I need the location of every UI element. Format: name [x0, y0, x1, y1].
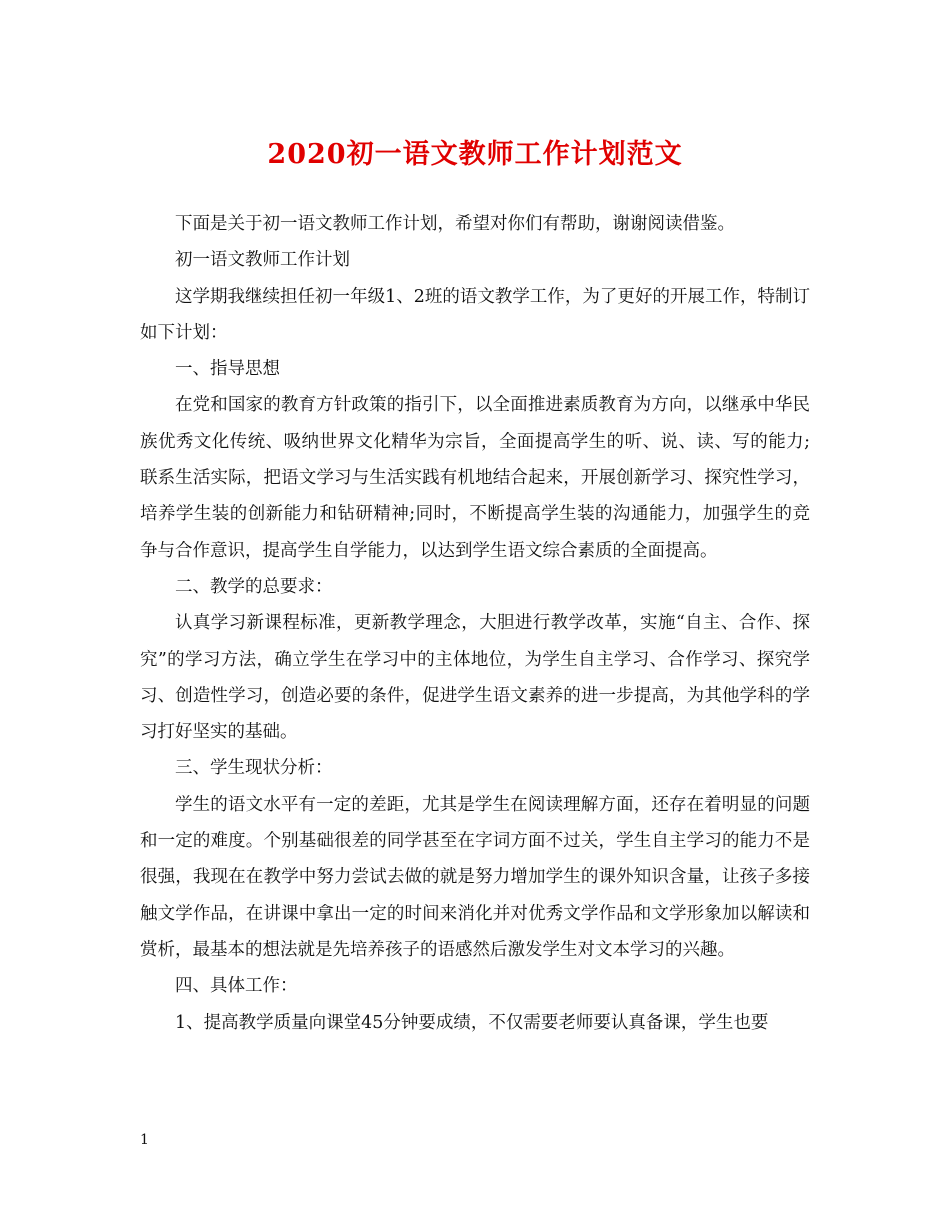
document-body	[140, 206, 810, 1041]
page-number: 1	[140, 1132, 149, 1148]
document-title: 2020初一语文教师工作计划范文	[267, 139, 683, 170]
heading-student-analysis: 三、学生现状分析：	[175, 758, 333, 779]
paragraph-specific-work-1: 1、提高教学质量向课堂45分钟要成绩，不仅需要老师要认真备课，学生也要	[175, 1012, 769, 1033]
paragraph-opening: 这学期我继续担任初一年级1、2班的语文教学工作，为了更好的开展工作，特制订如下计划：	[140, 286, 810, 343]
paragraph-guiding-thought: 在党和国家的教育方针政策的指引下，以全面推进素质教育为方向，以继承中华民族优秀文化传统、吸纳世界文化精华为宗旨，全面提高学生的听、说、读、写的能力;联系生活实际，把语文学习与生活实践有机地结合起来，开展创新学习、探究性学习，培养学生装的创新能力和钻研精神;同时，不断提高学生装的沟通能力，加强学生的竞争与合作意识，提高学生自学能力，以达到学生语文综合素质的全面提高。	[140, 395, 810, 561]
heading-teaching-requirements: 二、教学的总要求：	[175, 576, 333, 597]
paragraph-subtitle: 初一语文教师工作计划	[175, 250, 350, 271]
heading-specific-work: 四、具体工作：	[175, 976, 298, 997]
paragraph-student-analysis: 学生的语文水平有一定的差距，尤其是学生在阅读理解方面，还存在着明显的问题和一定的难度。个别基础很差的同学甚至在字词方面不过关，学生自主学习的能力不是很强，我现在在教学中努力尝试去做的就是努力增加学生的课外知识含量，让孩子多接触文学作品，在讲课中拿出一定的时间来消化并对优秀文学作品和文学形象加以解读和赏析，最基本的想法就是先培养孩子的语感然后激发学生对文本学习的兴趣。	[140, 794, 810, 960]
paragraph-intro: 下面是关于初一语文教师工作计划，希望对你们有帮助，谢谢阅读借鉴。	[175, 214, 735, 234]
paragraph-teaching-requirements: 认真学习新课程标准，更新教学理念，大胆进行教学改革，实施“自主、合作、探究”的学习方法，确立学生在学习中的主体地位，为学生自主学习、合作学习、探究学习、创造性学习，创造必要的条件，促进学生语文素养的进一步提高，为其他学科的学习打好坚实的基础。	[140, 613, 810, 743]
heading-guiding-thought: 一、指导思想	[175, 359, 280, 380]
